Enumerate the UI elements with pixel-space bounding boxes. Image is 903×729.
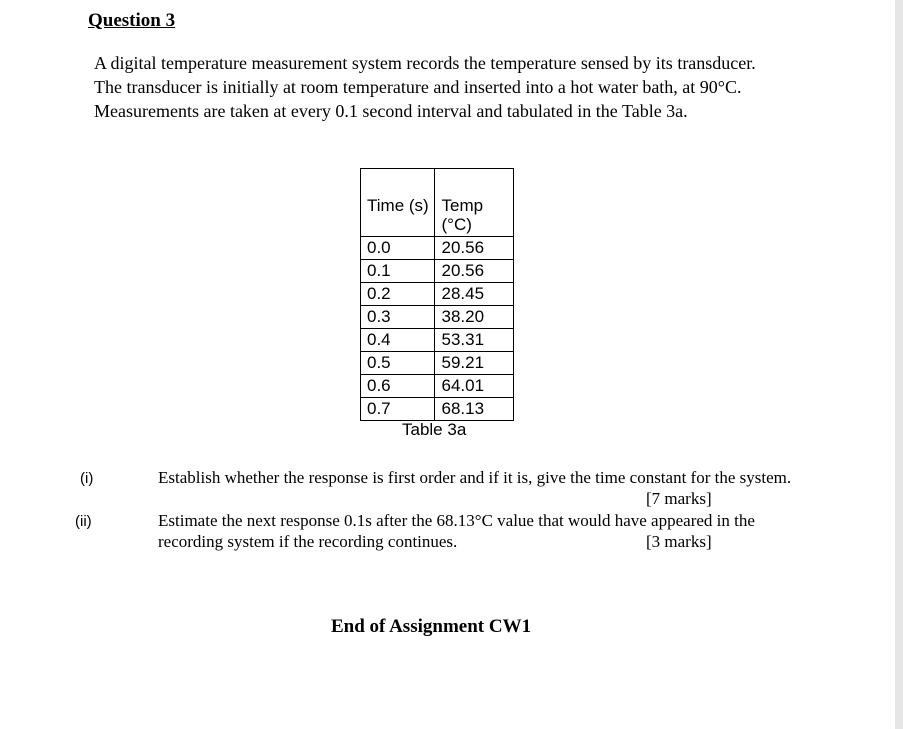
cell-time: 0.3: [361, 306, 435, 329]
intro-paragraph-1: A digital temperature measurement system records the temperature sensed by its transducer. The transducer is initially at room temperature and inserted into a hot water bath, at 90°C.: [94, 53, 756, 97]
part-text: Establish whether the response is first order and if it is, give the time constant for the system.: [158, 468, 792, 487]
cell-temp: 20.56: [435, 260, 514, 283]
cell-temp: 28.45: [435, 283, 514, 306]
cell-time: 0.2: [361, 283, 435, 306]
temperature-table: [360, 168, 514, 421]
cell-time: 0.1: [361, 260, 435, 283]
header-time: Time (s): [361, 169, 435, 237]
header-temp: Temp (°C): [435, 169, 514, 237]
cell-time: 0.0: [361, 237, 435, 260]
part-marks: [7 marks]: [646, 489, 712, 508]
table-row: [361, 306, 514, 329]
cell-temp: 64.01: [435, 375, 514, 398]
table-row: [361, 352, 514, 375]
cell-time: 0.7: [361, 398, 435, 421]
part-number: (i): [80, 470, 94, 487]
cell-time: 0.6: [361, 375, 435, 398]
end-of-assignment: End of Assignment CW1: [331, 616, 532, 637]
table-row: [361, 283, 514, 306]
table-row: [361, 329, 514, 352]
table-row: [361, 260, 514, 283]
cell-time: 0.4: [361, 329, 435, 352]
part-text: Estimate the next response 0.1s after the 68.13°C value that would have appeared in the recording system if the recording continues.: [158, 511, 755, 551]
table-row: [361, 398, 514, 421]
cell-time: 0.5: [361, 352, 435, 375]
table-caption: Table 3a: [402, 420, 467, 439]
table-row: [361, 375, 514, 398]
cell-temp: 59.21: [435, 352, 514, 375]
cell-temp: 68.13: [435, 398, 514, 421]
part-number: (ii): [75, 513, 92, 530]
cell-temp: 53.31: [435, 329, 514, 352]
part-marks: [3 marks]: [646, 532, 712, 551]
question-title: Question 3: [88, 10, 176, 31]
table-row: [361, 237, 514, 260]
cell-temp: 38.20: [435, 306, 514, 329]
question-intro: [94, 51, 784, 123]
cell-temp: 20.56: [435, 237, 514, 260]
page-edge-shadow: [895, 0, 903, 729]
intro-paragraph-2: Measurements are taken at every 0.1 second interval and tabulated in the Table 3a.: [94, 101, 688, 121]
data-table-container: [360, 168, 514, 440]
table-header-row: [361, 169, 514, 237]
